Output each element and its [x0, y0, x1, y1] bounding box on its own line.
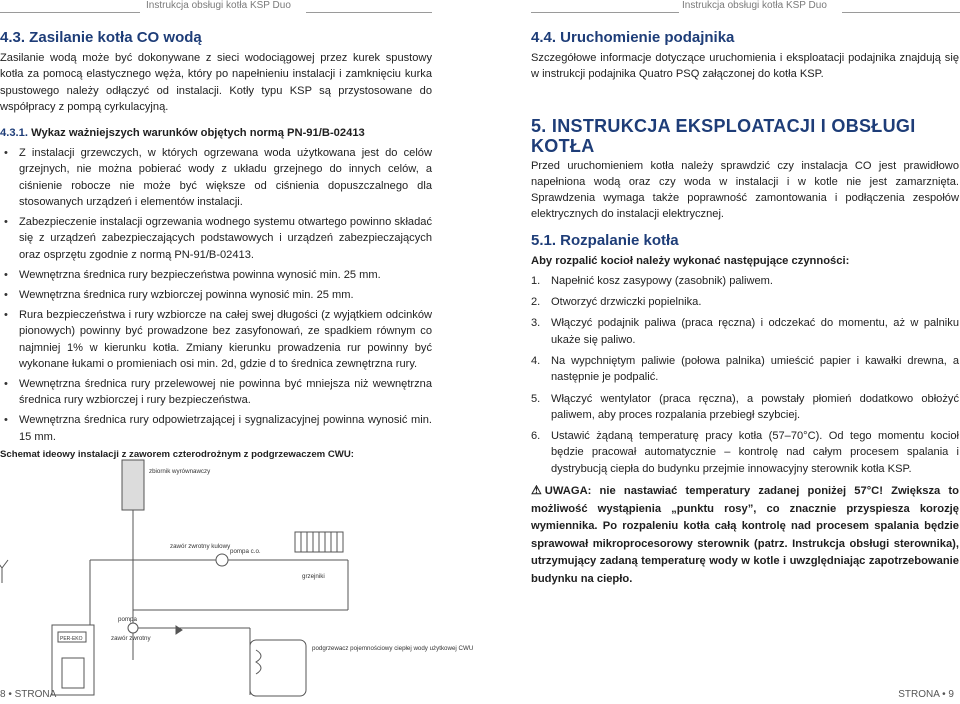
- warning-icon: ⚠: [531, 483, 542, 498]
- section-4-3-body: Zasilanie wodą może być dokonywane z sieci wodociągowej przez kurek spustowy kotła za pomocą elastycznego węża, który po napełnieniu instalacji i zamknięciu kurka spustowego należy odłączyć od instalacji. Kotły typu KSP są przystosowane do współpracy z pompą cyrkulacyjną.: [0, 52, 432, 113]
- expansion-tank: [122, 460, 144, 510]
- list-item: 6. Ustawić żądaną temperaturę pracy kotła (57–70°C). Od tego momentu kocioł będzie pracował automatycznie – kontrolę nad całym procesem spalania i dystrybucją ciepła do budynku przejmie innowacyjny sterownik kotła KSP.: [531, 430, 959, 475]
- pump-symbol: [128, 623, 138, 633]
- step-text: Otworzyć drzwiczki popielnika.: [551, 296, 702, 309]
- pump-label: pompa: [118, 615, 137, 623]
- list-item: 4. Na wypchniętym paliwie (połowa palnika) umieścić papier i kawałki drewna, a następnie je podpalić.: [531, 354, 959, 384]
- list-item: • Wewnętrzna średnica rury wzbiorczej powinna wynosić min. 25 mm.: [0, 287, 432, 303]
- boiler-label: PER-EKO: [60, 635, 83, 642]
- list-item: • Wewnętrzna średnica rury przelewowej nie powinna być mniejsza niż wewnętrzna średnica rury wzbiorczej i rury bezpieczeństwa.: [0, 376, 432, 409]
- header-title-left: Instrukcja obsługi kotła KSP Duo: [146, 0, 291, 11]
- list-item: • Z instalacji grzewczych, w których ogrzewana woda użytkowana jest do celów grzejnych, nie można pobierać wody z układu grzejnego do innych celów, a ciśnienie robocze nie może być większe od ciśnienia dopuszczalnego dla stosowanych urządzeń i elementów instalacji.: [0, 145, 432, 210]
- pump-co-symbol: [216, 554, 228, 566]
- header-rule-right-end: [842, 12, 960, 13]
- warning-box: [531, 482, 959, 588]
- schematic-caption: Schemat ideowy instalacji z zaworem czterodrożnym z podgrzewaczem CWU:: [0, 448, 354, 460]
- header-rule-left-end: [306, 12, 432, 13]
- section-4-3-1-number: 4.3.1.: [0, 127, 28, 140]
- step-text: Na wypchniętym paliwie (połowa palnika) umieścić papier i kawałki drewna, a następnie je podpalić.: [551, 354, 959, 384]
- section-5-1-lead: Aby rozpalić kocioł należy wykonać następujące czynności:: [531, 254, 850, 267]
- return-valve-top-label: zawór zwrotny kulowy: [170, 542, 231, 550]
- ignition-steps-list: [531, 273, 959, 477]
- norm-conditions-list: [0, 145, 432, 445]
- section-5-title: 5. INSTRUKCJA EKSPLOATACJI I OBSŁUGI KOTŁA: [531, 115, 916, 156]
- step-text: Napełnić kosz zasypowy (zasobnik) paliwem.: [551, 274, 773, 287]
- heater-label: podgrzewacz pojemnościowy ciepłej wody użytkowej CWU: [312, 644, 474, 652]
- list-item: • Wewnętrzna średnica rury odpowietrzającej i sygnalizacyjnej powinna wynosić min. 15 mm.: [0, 412, 432, 445]
- step-text: Włączyć wentylator (praca ręczna), a powstały płomień dodatkowo obłożyć paliwem, aby proces rozpalania przebiegł szybciej.: [551, 392, 959, 421]
- list-item: • Wewnętrzna średnica rury bezpieczeństwa powinna wynosić min. 25 mm.: [0, 267, 432, 283]
- list-item: 1. Napełnić kosz zasypowy (zasobnik) paliwem.: [531, 274, 773, 287]
- water-heater: [250, 640, 306, 696]
- section-4-4-body: Szczegółowe informacje dotyczące uruchomienia i eksploatacji podajnika znajdują się w instrukcji podajnika Quatro PSQ załączonej do kotła KSP.: [531, 52, 959, 81]
- section-5-1-title: 5.1. Rozpalanie kotła: [531, 231, 679, 249]
- list-item: 2. Otworzyć drzwiczki popielnika.: [531, 296, 702, 309]
- section-4-3-title: 4.3. Zasilanie kotła CO wodą: [0, 29, 202, 46]
- step-text: Ustawić żądaną temperaturę pracy kotła (57–70°C). Od tego momentu kocioł będzie pracował automatycznie – kontrolę nad całym procesem spalania i dystrybucją ciepła do budynku przejmie innowacyjny sterownik kotła KSP.: [551, 430, 959, 475]
- section-5-body: Przed uruchomieniem kotła należy sprawdzić czy instalacja CO jest prawidłowo napełniona wodą oraz czy woda w instalacji i w kotle nie jest zamarznięta. Sprawdzenia wymaga także poprawność zamontowania i podłączenia zespołów elektrycznych do instalacji elektrycznej.: [531, 159, 959, 221]
- header-rule-left: [0, 12, 140, 13]
- step-text: Włączyć podajnik paliwa (praca ręczna) i odczekać do momentu, aż w palniku ukaże się paliwo.: [551, 317, 959, 346]
- left-column: [0, 28, 474, 700]
- list-item: • Rura bezpieczeństwa i rury wzbiorcze na całej swej długości (z wyjątkiem odcinków pionowych) powinny być prowadzone bez zasyfonowań, ze spadkiem równym co najmniej 1% w kierunku kotła. Zmiany kierunku prowadzenia rur powinny być wykonane łukami o promieniach osi min. 2d, gdzie d to średnica zewnętrzna rury.: [0, 307, 432, 372]
- footer-right: STRONA • 9: [898, 689, 954, 700]
- pump-co-label: pompa c.o.: [230, 547, 261, 555]
- tank-label: zbiornik wyrównawczy: [149, 467, 211, 475]
- header-rule-right: [531, 12, 679, 13]
- header-title-right: Instrukcja obsługi kotła KSP Duo: [682, 0, 827, 11]
- installation-diagram: [0, 460, 474, 700]
- return-valve-symbol: [176, 626, 182, 634]
- footer-left: 8 • STRONA: [0, 689, 57, 700]
- section-4-3-1-title: Wykaz ważniejszych warunków objętych normą PN-91/B-02413: [31, 127, 365, 140]
- section-4-4-title: 4.4. Uruchomienie podajnika: [531, 29, 735, 46]
- list-item: • Zabezpieczenie instalacji ogrzewania wodnego systemu otwartego powinno składać się z urządzeń zabezpieczających podstawowych i urządzeń zabezpieczających oraz osprzętu zgodnie z normą PN-91/B-02413.: [0, 214, 432, 263]
- return-valve-label: zawór zwrotny: [111, 634, 151, 642]
- list-item: 3. Włączyć podajnik paliwa (praca ręczna) i odczekać do momentu, aż w palniku ukaże się paliwo.: [531, 317, 959, 346]
- warning-text: UWAGA: nie nastawiać temperatury zadanej poniżej 57°C! Zwiększa to możliwość wystąpienia „punktu rosy”, co znacznie przyspiesza korozję wymiennika. Po rozpaleniu kotła całą kontrolę nad procesem spalania będzie sprawował mikroprocesorowy sterownik (patrz. Instrukcja obsługi sterownika), utrzymujący zadaną temperaturę wody w kotle i uwzględniając zapotrzebowanie budynku na ciepło.: [531, 485, 959, 585]
- section-4-3-1-heading: [0, 127, 432, 139]
- list-item: 5. Włączyć wentylator (praca ręczna), a powstały płomień dodatkowo obłożyć paliwem, aby proces rozpalania przebiegł szybciej.: [531, 392, 959, 421]
- right-column: [531, 28, 959, 588]
- radiators-label: grzejniki: [302, 572, 325, 580]
